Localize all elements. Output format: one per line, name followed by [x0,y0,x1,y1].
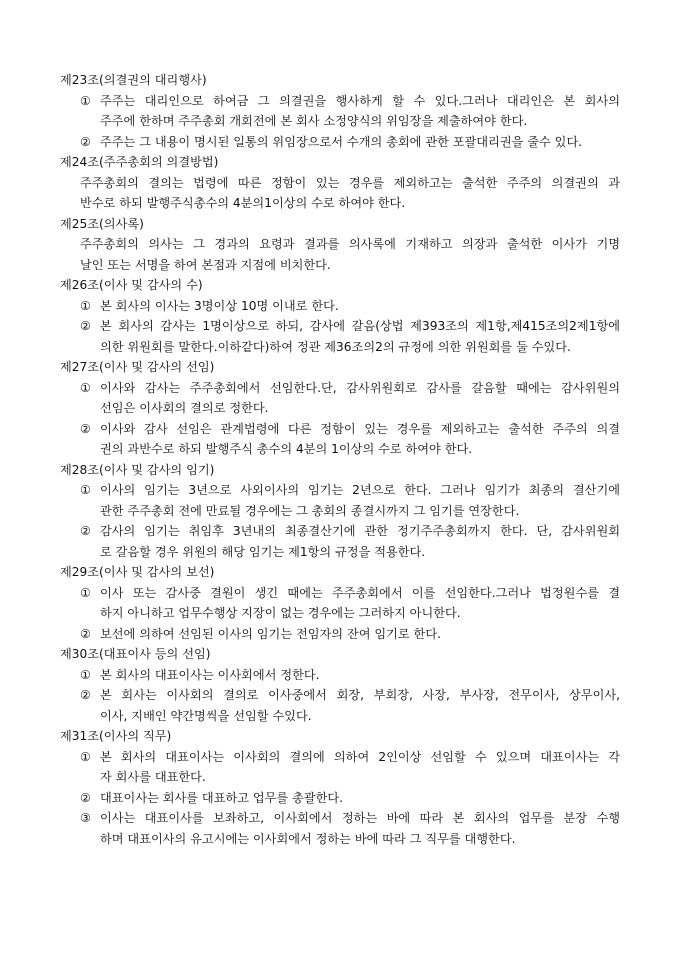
clause-text-line: 이사, 지배인 약간명씩을 선임할 수있다. [100,708,312,723]
item-marker: ① [80,749,91,764]
clause-text-line: 보선에 의하여 선임된 이사의 임기는 전임자의 잔여 임기로 한다. [100,626,441,641]
clause-text-line: 본 회사의 대표이사는 이사회의 결의에 의하여 2인이상 선임할 수 있으며 대표이사는 각 [100,749,620,764]
article-heading: 제26조(이사 및 감사의 수) [60,278,203,292]
item-marker: ② [80,688,91,702]
article-heading: 제23조(의결권의 대리행사) [60,73,207,87]
clause-text-line: 하지 아니하고 업무수행상 지장이 없는 경우에는 그러하지 아니한다. [100,606,461,620]
clause-text-line: 주주는 대리인으로 하여금 그 의결권을 행사하게 할 수 있다.그러나 대리인은 본 회사의 [100,93,620,108]
clause-text-line: 하며 대표이사의 유고시에는 이사회에서 정하는 바에 따라 그 직무를 대행한다. [100,831,516,846]
article-heading: 제29조(이사 및 감사의 보선) [60,565,215,579]
item-marker: ② [80,421,91,436]
item-marker: ② [80,790,91,805]
clause-text-line: 주주총회의 의사는 그 경과의 요령과 결과를 의사록에 기재하고 의장과 출석한 이사가 기명 [80,237,620,251]
clause-text-line: 본 회사는 이사회의 결의로 이사중에서 회장, 부회장, 사장, 부사장, 전무이사, 상무이사, [100,688,620,702]
clause-text-line: 주주는 그 내용이 명시된 일통의 위임장으로서 수개의 총회에 관한 포괄대리권을 줄수 있다. [100,134,583,149]
clause-text-line: 이사 또는 감사중 결원이 생긴 때에는 주주총회에서 이를 선임한다.그러나 법정원수를 결 [100,585,620,600]
article-heading: 제25조(의사록) [60,216,144,231]
clause-text-line: 주주에 한하며 주주총회 개회전에 본 회사 소정양식의 위임장을 제출하여야 한다. [100,114,528,128]
item-marker: ② [80,134,91,149]
clause-text-line: 감사의 임기는 취임후 3년내의 최종결산기에 관한 정기주주총회까지 한다. 단, 감사위원회 [100,524,620,538]
clause-text-line: 반수로 하되 발행주식총수의 4분의1이상의 수로 하여야 한다. [80,196,406,210]
item-marker: ② [80,524,91,538]
item-marker: ① [80,93,91,108]
clause-text-line: 권의 과반수로 하되 발행주식 총수의 4분의 1이상의 수로 하여야 한다. [100,442,473,456]
item-marker: ③ [80,811,91,825]
article-heading: 제30조(대표이사 등의 선임) [60,647,211,661]
clause-text-line: 이사와 감사는 주주총회에서 선임한다.단, 감사위원회로 감사를 갈음할 때에는 감사위원의 [100,380,620,395]
article-heading: 제27조(이사 및 감사의 선임) [60,360,215,374]
item-marker: ① [80,585,91,600]
article-heading: 제28조(이사 및 감사의 임기) [60,462,215,477]
clause-text-line: 이사는 대표이사를 보좌하고, 이사회에서 정하는 바에 따라 본 회사의 업무를 분장 수행 [100,811,620,825]
article-heading: 제31조(이사의 직무) [60,729,172,743]
item-marker: ② [80,319,91,333]
item-marker: ① [80,380,91,395]
clause-text-line: 의한 위원회를 말한다.이하같다)하여 정관 제36조의2의 규정에 의한 위원회를 둘 수있다. [100,339,571,354]
clause-text-line: 이사와 감사 선임은 관계법령에 다른 정함이 있는 경우를 제외하고는 출석한 주주의 의결 [100,421,620,436]
clause-text-line: 본 회사의 대표이사는 이사회에서 정한다. [100,667,320,682]
item-marker: ① [80,483,91,497]
clause-text-line: 날인 또는 서명을 하여 본점과 지점에 비치한다. [80,257,331,272]
clause-text-line: 본 회사의 감사는 1명이상으로 하되, 감사에 갈음(상법 제393조의 제1항,제415조의2제1항에 [100,319,620,333]
article-heading: 제24조(주주총회의 의결방법) [60,155,219,169]
clause-text-line: 자 회사를 대표한다. [100,770,206,784]
item-marker: ① [80,667,91,682]
clause-text-line: 이사의 임기는 3년으로 사외이사의 임기는 2년으로 한다. 그러나 임기가 최종의 결산기에 [100,483,620,497]
clause-text-line: 주주총회의 결의는 법령에 따른 정함이 있는 경우를 제외하고는 출석한 주주의 의결권의 과 [80,175,620,190]
clause-text-line: 로 갈음할 경우 위원의 해당 임기는 제1항의 규정을 적용한다. [100,544,426,559]
item-marker: ② [80,626,91,641]
clause-text-line: 선임은 이사회의 결의로 정한다. [100,401,269,415]
clause-text-line: 관한 주주총회 전에 만료될 경우에는 그 총회의 종결시까지 그 임기를 연장한다. [100,503,520,518]
clause-text-line: 본 회사의 이사는 3명이상 10명 이내로 한다. [100,298,339,313]
item-marker: ① [80,298,91,313]
clause-text-line: 대표이사는 회사를 대표하고 업무를 총괄한다. [100,790,344,805]
